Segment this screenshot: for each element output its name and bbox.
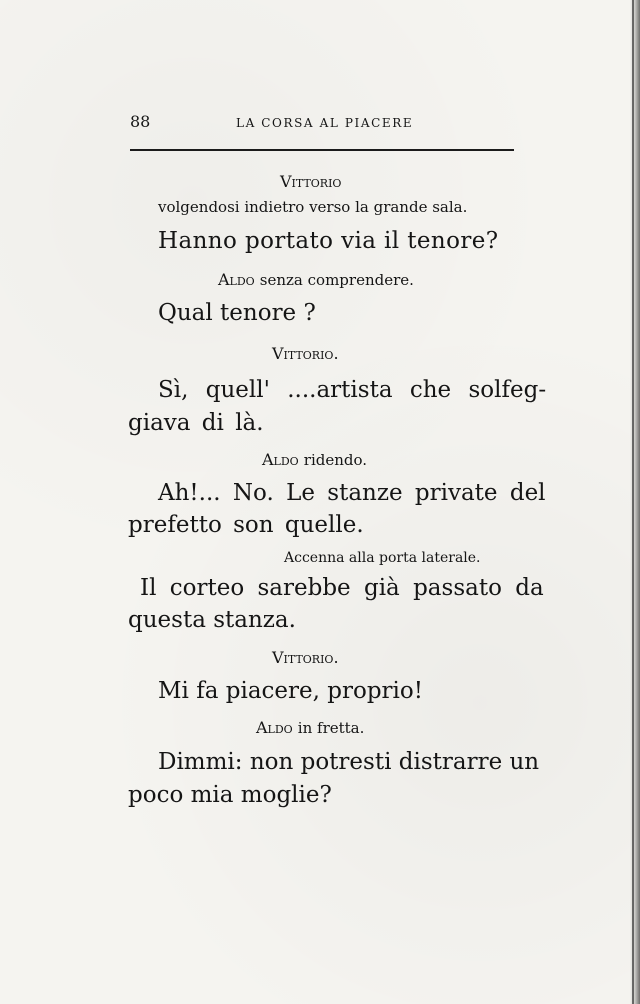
page-number: 88 xyxy=(130,112,151,131)
speaker-name: Aldo xyxy=(262,450,299,469)
dialog-line-5a: Il corteo sarebbe già passato da xyxy=(140,575,544,601)
speaker-direction: ridendo. xyxy=(303,451,368,469)
dialog-line-4b: prefetto son quelle. xyxy=(128,512,364,538)
speaker-name: Aldo xyxy=(256,718,293,737)
dialog-line-3a: Sì, quell' ....artista che solfeg- xyxy=(158,377,547,403)
dialog-line-6: Mi fa piacere, proprio! xyxy=(158,678,423,704)
dialog-line-7b: poco mia moglie? xyxy=(128,782,332,808)
dialog-line-7a: Dimmi: non potresti distrarre un xyxy=(158,749,540,775)
speaker-direction: senza comprendere. xyxy=(259,271,414,289)
running-title: LA CORSA AL PIACERE xyxy=(236,116,414,130)
dialog-line-1: Hanno portato via il tenore? xyxy=(158,228,499,254)
page-header xyxy=(130,112,514,136)
stage-direction-2: Accenna alla porta laterale. xyxy=(284,550,481,566)
speaker-vittorio-2: Vittorio. xyxy=(272,344,339,363)
speaker-vittorio-1: Vittorio xyxy=(280,172,342,191)
header-rule xyxy=(130,149,514,151)
page-edge-line xyxy=(632,0,634,1004)
speaker-direction: in fretta. xyxy=(297,719,365,737)
dialog-line-4a: Ah!... No. Le stanze private del xyxy=(158,480,546,506)
stage-direction-1: volgendosi indietro verso la grande sala. xyxy=(158,198,468,216)
dialog-line-5b: questa stanza. xyxy=(128,607,296,633)
dialog-line-3b: giava di là. xyxy=(128,410,264,436)
speaker-aldo-1 xyxy=(218,270,414,289)
speaker-name: Aldo xyxy=(218,270,255,289)
speaker-aldo-3 xyxy=(256,718,364,737)
speaker-vittorio-3: Vittorio. xyxy=(272,648,339,667)
speaker-aldo-2 xyxy=(262,450,367,469)
dialog-line-2: Qual tenore ? xyxy=(158,300,316,326)
